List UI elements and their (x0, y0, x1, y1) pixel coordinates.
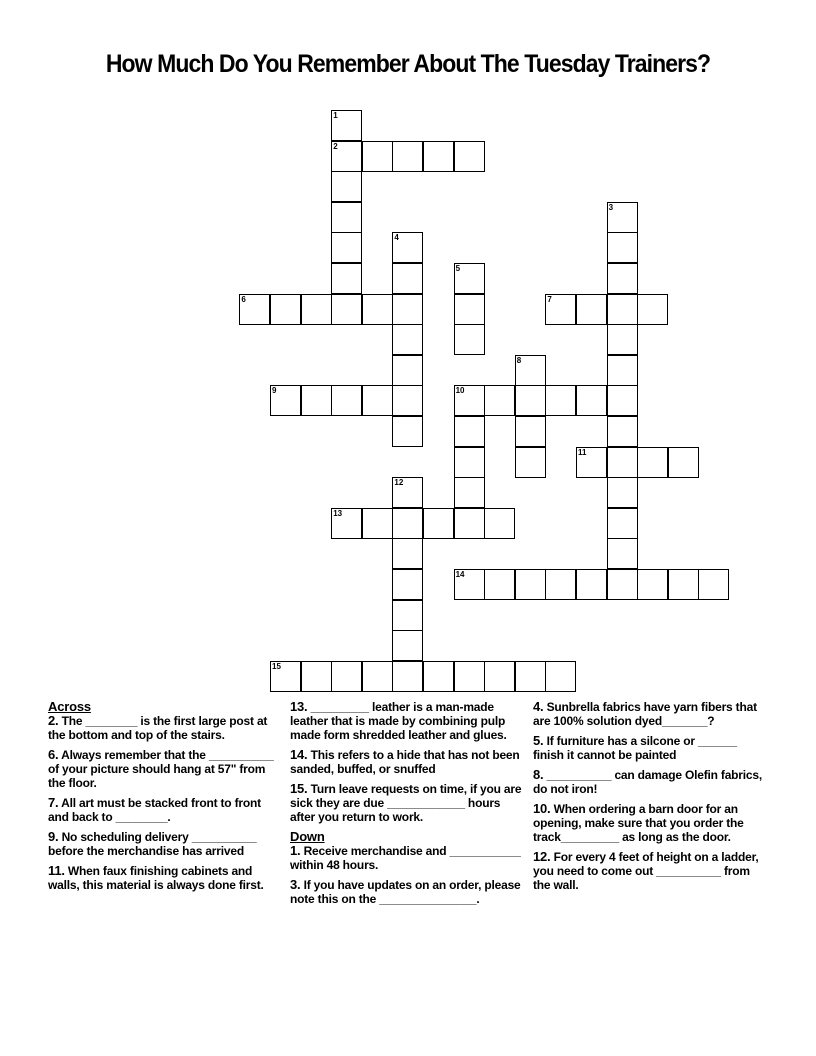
clue-item (290, 748, 522, 776)
crossword-cell[interactable] (392, 630, 423, 661)
crossword-cell[interactable] (545, 385, 576, 416)
crossword-cell[interactable] (392, 324, 423, 355)
clue-item-text: If you have updates on an order, please note this on the _______________. (290, 878, 521, 906)
clue-item (290, 700, 522, 742)
clue-item (48, 864, 284, 892)
across-clue-list-continued (290, 700, 522, 824)
clue-item-number: 3. (290, 877, 301, 892)
crossword-cell[interactable] (392, 600, 423, 631)
crossword-cell[interactable] (607, 569, 638, 600)
crossword-cell[interactable] (607, 232, 638, 263)
page-title: How Much Do You Remember About The Tuesday Trainers? (105, 50, 711, 78)
clue-column-1 (48, 700, 284, 898)
crossword-cell[interactable] (515, 385, 546, 416)
clue-number: 12 (394, 478, 404, 488)
crossword-cell[interactable] (454, 294, 485, 325)
clue-item (48, 748, 284, 790)
crossword-cell[interactable] (454, 508, 485, 539)
down-clue-list-continued (533, 700, 769, 892)
crossword-cell[interactable] (423, 508, 454, 539)
clue-item-number: 15. (290, 781, 308, 796)
crossword-cell[interactable] (545, 569, 576, 600)
clue-item (290, 878, 522, 906)
crossword-cell[interactable] (392, 141, 423, 172)
clue-item-text: Turn leave requests on time, if you are sick they are due ____________ hours after you return to work. (290, 782, 522, 824)
across-header: Across (48, 699, 91, 714)
crossword-cell[interactable] (545, 661, 576, 692)
clue-item (533, 850, 769, 892)
crossword-cell[interactable] (392, 538, 423, 569)
crossword-cell[interactable] (362, 661, 393, 692)
clue-item-number: 5. (533, 733, 544, 748)
clue-item-number: 1. (290, 843, 301, 858)
crossword-cell-9[interactable] (270, 385, 301, 416)
crossword-cell[interactable] (331, 202, 362, 233)
clue-item-number: 7. (48, 795, 59, 810)
clue-item (533, 734, 769, 762)
clue-item (533, 768, 769, 796)
crossword-cell-5[interactable] (454, 263, 485, 294)
clue-item-text: Always remember that the __________ of your picture should hang at 57" from the floor. (48, 748, 274, 790)
clue-column-2 (290, 700, 522, 912)
crossword-cell[interactable] (637, 294, 668, 325)
clue-number: 7 (547, 294, 552, 304)
crossword-cell[interactable] (331, 385, 362, 416)
crossword-cell[interactable] (484, 569, 515, 600)
crossword-cell[interactable] (515, 416, 546, 447)
crossword-cell[interactable] (607, 538, 638, 569)
crossword-cell[interactable] (331, 294, 362, 325)
clue-item-number: 6. (48, 747, 59, 762)
clue-item-text: The ________ is the first large post at the bottom and top of the stairs. (48, 714, 268, 742)
clue-number: 10 (455, 386, 465, 396)
crossword-cell[interactable] (484, 385, 515, 416)
crossword-cell[interactable] (392, 385, 423, 416)
crossword-cell[interactable] (392, 294, 423, 325)
clue-item (48, 830, 284, 858)
down-header: Down (290, 829, 325, 844)
clue-item-text: When faux finishing cabinets and walls, this material is always done first. (48, 864, 264, 892)
crossword-cell[interactable] (454, 324, 485, 355)
crossword-cell[interactable] (637, 447, 668, 478)
crossword-cell[interactable] (668, 569, 699, 600)
clue-number: 9 (272, 386, 277, 396)
crossword-cell[interactable] (392, 355, 423, 386)
crossword-cell-10[interactable] (454, 385, 485, 416)
crossword-cell[interactable] (484, 508, 515, 539)
crossword-cell[interactable] (637, 569, 668, 600)
crossword-cell[interactable] (362, 508, 393, 539)
crossword-cell[interactable] (607, 263, 638, 294)
crossword-cell[interactable] (454, 141, 485, 172)
crossword-cell-3[interactable] (607, 202, 638, 233)
clue-number: 5 (455, 264, 461, 273)
clue-item (290, 844, 522, 872)
crossword-cell[interactable] (454, 416, 485, 447)
clue-number: 13 (333, 508, 343, 518)
clue-item-number: 9. (48, 829, 59, 844)
down-clue-list (290, 844, 522, 906)
clue-item-number: 2. (48, 713, 59, 728)
crossword-cell[interactable] (392, 416, 423, 447)
clue-item (533, 700, 769, 728)
crossword-cell[interactable] (331, 263, 362, 294)
crossword-cell-8[interactable] (515, 355, 546, 386)
crossword-cell-11[interactable] (576, 447, 607, 478)
crossword-cell-13[interactable] (331, 508, 362, 539)
clue-item-text: No scheduling delivery __________ before the merchandise has arrived (48, 830, 257, 858)
across-clue-list (48, 714, 284, 892)
clue-number: 11 (578, 447, 587, 457)
crossword-cell[interactable] (301, 385, 332, 416)
crossword-cell[interactable] (607, 324, 638, 355)
clue-item-number: 4. (533, 699, 544, 714)
crossword-cell[interactable] (454, 661, 485, 692)
crossword-cell[interactable] (454, 477, 485, 508)
crossword-cell[interactable] (607, 477, 638, 508)
crossword-cell-12[interactable] (392, 477, 423, 508)
crossword-cell[interactable] (607, 416, 638, 447)
crossword-cell[interactable] (392, 508, 423, 539)
crossword-cell[interactable] (392, 569, 423, 600)
clue-item-number: 11. (48, 863, 65, 878)
crossword-cell[interactable] (454, 447, 485, 478)
clue-number: 1 (333, 111, 338, 120)
clue-item-text: Receive merchandise and ___________ within 48 hours. (290, 844, 521, 872)
clue-number: 4 (394, 233, 399, 243)
clue-item (48, 714, 284, 742)
crossword-cell[interactable] (607, 355, 638, 386)
crossword-cell[interactable] (607, 447, 638, 478)
crossword-cell[interactable] (515, 569, 546, 600)
clue-number: 15 (272, 661, 281, 671)
crossword-cell[interactable] (576, 569, 607, 600)
crossword-cell[interactable] (331, 661, 362, 692)
clue-column-3 (533, 700, 769, 898)
clue-number: 3 (608, 202, 614, 212)
crossword-cell[interactable] (576, 385, 607, 416)
crossword-cell[interactable] (607, 385, 638, 416)
crossword-cell[interactable] (331, 232, 362, 263)
clue-item-number: 8. (533, 767, 544, 782)
clue-number: 14 (455, 570, 465, 579)
clue-item (290, 782, 522, 824)
crossword-cell[interactable] (301, 661, 332, 692)
crossword-cell-7[interactable] (545, 294, 576, 325)
clue-item-number: 12. (533, 849, 551, 864)
crossword-cell[interactable] (301, 294, 332, 325)
crossword-cell-14[interactable] (454, 569, 485, 600)
crossword-cell[interactable] (576, 294, 607, 325)
crossword-cell-4[interactable] (392, 232, 423, 263)
clue-item-text: __________ can damage Olefin fabrics, do not iron! (533, 768, 762, 796)
clue-item-text: For every 4 feet of height on a ladder, you need to come out __________ from the wall. (533, 850, 759, 892)
crossword-cell[interactable] (668, 447, 699, 478)
clue-item (48, 796, 284, 824)
crossword-cell[interactable] (607, 294, 638, 325)
clue-number: 8 (516, 355, 522, 365)
clue-number: 2 (333, 141, 338, 151)
crossword-cell[interactable] (423, 661, 454, 692)
crossword-cell[interactable] (515, 661, 546, 692)
crossword-cell[interactable] (392, 263, 423, 294)
crossword-cell-2[interactable] (331, 141, 362, 172)
crossword-cell[interactable] (515, 447, 546, 478)
crossword-cell[interactable] (331, 171, 362, 202)
clue-item-number: 13. (290, 699, 308, 714)
clue-item (533, 802, 769, 844)
crossword-cell[interactable] (423, 141, 454, 172)
clue-number: 6 (241, 294, 246, 304)
crossword-cell[interactable] (270, 294, 301, 325)
crossword-cell[interactable] (698, 569, 729, 600)
clue-item-text: When ordering a barn door for an opening, make sure that you order the track_________ as long as the door. (533, 802, 744, 844)
clue-item-number: 10. (533, 801, 551, 816)
clue-item-text: Sunbrella fabrics have yarn fibers that are 100% solution dyed_______? (533, 700, 757, 728)
crossword-cell[interactable] (362, 385, 393, 416)
crossword-cell[interactable] (362, 141, 393, 172)
clue-item-text: All art must be stacked front to front and back to ________. (48, 796, 261, 824)
crossword-cell[interactable] (392, 661, 423, 692)
crossword-cell[interactable] (362, 294, 393, 325)
crossword-cell-6[interactable] (239, 294, 270, 325)
clue-item-text: _________ leather is a man-made leather that is made by combining pulp made form shredded leather and glues. (290, 700, 507, 742)
crossword-cell-1[interactable] (331, 110, 362, 141)
crossword-cell[interactable] (607, 508, 638, 539)
clue-item-text: If furniture has a silcone or ______ finish it cannot be painted (533, 734, 737, 762)
crossword-cell-15[interactable] (270, 661, 301, 692)
clue-item-text: This refers to a hide that has not been sanded, buffed, or snuffed (290, 748, 520, 776)
crossword-cell[interactable] (484, 661, 515, 692)
clue-item-number: 14. (290, 747, 308, 762)
